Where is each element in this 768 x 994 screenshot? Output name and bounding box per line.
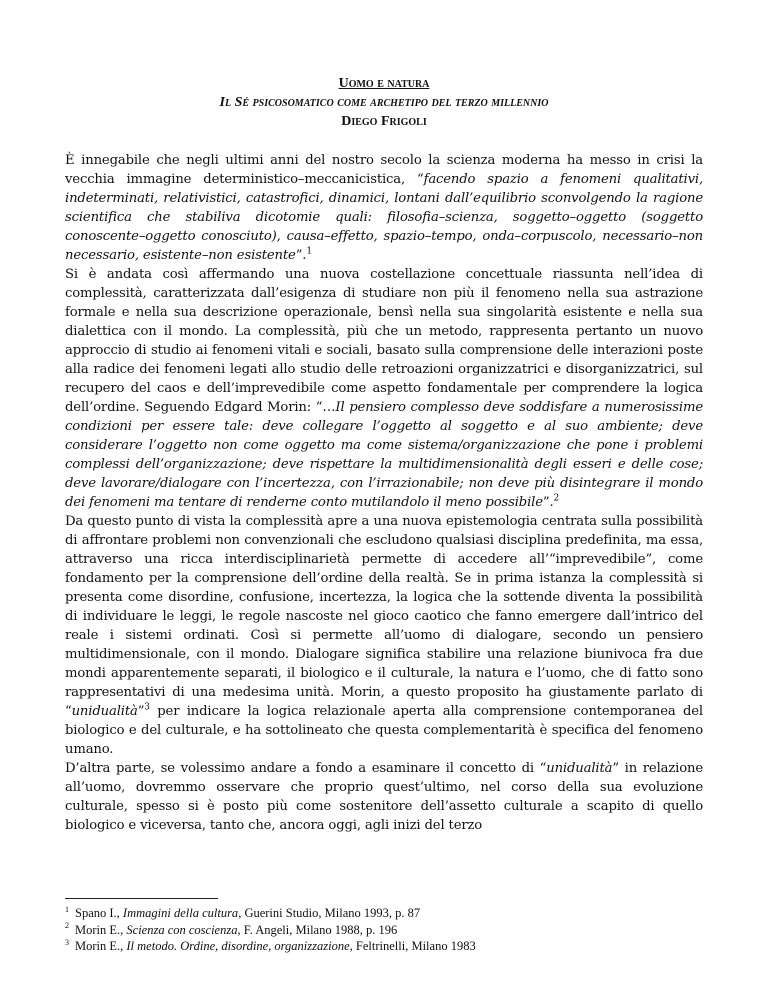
footnote-work: Il metodo. Ordine, disordine, organizzazione: [126, 939, 350, 953]
paragraph-text: Si è andata così affermando una nuova costellazione concettuale riassunta nell’idea di complessità, caratterizzata dall’esigenza di studiare non più il fenomeno nella sua astrazione formale e nella sua descrizione operazionale, bensì nella sua singolarità esistente e nella sua dialettica con il mondo. La complessità, più che un metodo, rappresenta pertanto un nuovo approccio di studio ai fenomeni vitali e sociali, basato sulla comprensione delle interazioni poste alla radice dei fenomeni legati allo studio delle retroazioni organizzatrici e disorganizzatrici, sul recupero del caos e dell’imprevedibile come aspetto fondamentale per comprendere la logica dell’ordine. Seguendo Edgard Morin: “…: [65, 267, 703, 415]
footnote-ref[interactable]: 3: [144, 702, 150, 713]
footnote: [65, 905, 703, 922]
quotation: unidualità: [546, 761, 613, 776]
quotation: Il pensiero complesso deve soddisfare a numerosissime condizioni per essere tale: deve collegare l’oggetto al soggetto e al suo ambiente; deve considerare l’oggetto non come oggetto ma come sistema/organizzazione che pone i problemi complessi dell’organizzazione; deve rispettare la multidimensionalità degli esseri e delle cose; deve lavorare/dialogare con l’incertezza, con l’irrazionabile; non deve più disintegrare il mondo dei fenomeni ma tentare di renderne conto mutilandolo il meno possibile: [65, 400, 703, 510]
footnote-number: 3: [65, 937, 69, 947]
paragraph-text: ”: [137, 704, 145, 719]
footnote: [65, 922, 703, 939]
paragraph-text: ”.: [295, 248, 307, 263]
footnotes: [65, 905, 703, 955]
paragraph-2: [65, 265, 703, 512]
footnote-details: , F. Angeli, Milano 1988, p. 196: [237, 922, 398, 937]
footnote-ref[interactable]: 1: [306, 246, 312, 257]
footnote-work: Immagini della cultura: [122, 906, 239, 920]
paragraph-1: [65, 151, 703, 265]
paragraph-text: È innegabile che negli ultimi anni del nostro secolo la scienza moderna ha messo in crisi la vecchia immagine deterministico–meccanicistica, “: [65, 153, 703, 187]
footnote-author: Morin E.,: [75, 922, 127, 937]
paragraph-text: ” in relazione all’uomo, dovremmo osservare che proprio quest’ultimo, nel corso della sua evoluzione culturale, spesso si è posto più come sostenitore dell’assetto culturale a scapito di quello biologico e viceversa, tanto che, ancora oggi, agli inizi del terzo: [65, 761, 704, 833]
paragraph-text: D’altra parte, se volessimo andare a fondo a esaminare il concetto di “: [65, 761, 547, 776]
paragraph-text: per indicare la logica relazionale aperta alla comprensione contemporanea del biologico e del culturale, e ha sottolineato che questa complementarità è specifica del fenomeno umano.: [65, 704, 703, 757]
paragraph-3: [65, 512, 703, 759]
footnote: [65, 938, 703, 955]
quotation: unidualità: [71, 704, 138, 719]
paragraph-text: ”.: [542, 495, 554, 510]
footnote-separator: [65, 898, 218, 899]
footnote-work: Scienza con coscienza: [126, 922, 238, 937]
footnote-number: 1: [65, 904, 69, 914]
footnote-number: 2: [65, 921, 69, 931]
footnote-ref[interactable]: 2: [553, 493, 560, 504]
document-title: Uomo e natura: [338, 76, 430, 91]
document-author: Diego Frigoli: [341, 114, 427, 129]
footnote-author: Spano I.,: [75, 906, 123, 920]
footnote-author: Morin E.,: [75, 939, 127, 953]
footnote-details: , Guerini Studio, Milano 1993, p. 87: [238, 906, 421, 920]
paragraph-text: Da questo punto di vista la complessità apre a una nuova epistemologia centrata sulla possibilità di affrontare problemi non convenzionali che escludono qualsiasi disciplina predefinita, ma essa, attraverso una ricca interdisciplinarietà permette di accedere all’“imprevedibile”, come fondamento per la comprensione dell’ordine della realtà. Se in prima istanza la complessità si presenta come disordine, confusione, incertezza, la logica che la sottende diventa la possibilità di individuare le leggi, le regole nascoste nel gioco caotico che fanno emergere dall’intrico del reale i sistemi ordinati. Così si permette all’uomo di dialogare, secondo un pensiero multidimensionale, con il mondo. Dialogare significa stabilire una relazione biunivoca fra due mondi apparentemente separati, il biologico e il culturale, la natura e l’uomo, che di fatto sono rappresentativi di una medesima unità. Morin, a questo proposito ha giustamente parlato di “: [65, 514, 703, 719]
document-subtitle: Il Sé psicosomatico come archetipo del terzo millennio: [219, 95, 549, 110]
body-text: [65, 151, 703, 835]
title-block: [0, 74, 768, 131]
quotation: facendo spazio a fenomeni qualitativi, indeterminati, relativistici, catastrofici, dinamici, lontani dall’equilibrio sconvolgendo la ragione scientifica che stabiliva dicotomie quali: filosofia–scienza, soggetto–oggetto (soggetto conoscente–oggetto conosciuto), causa–effetto, spazio–tempo, onda–corpuscolo, necessario–non necessario, esistente–non esistente: [65, 172, 704, 263]
paragraph-4: [65, 759, 703, 835]
footnote-details: , Feltrinelli, Milano 1983: [349, 939, 476, 953]
